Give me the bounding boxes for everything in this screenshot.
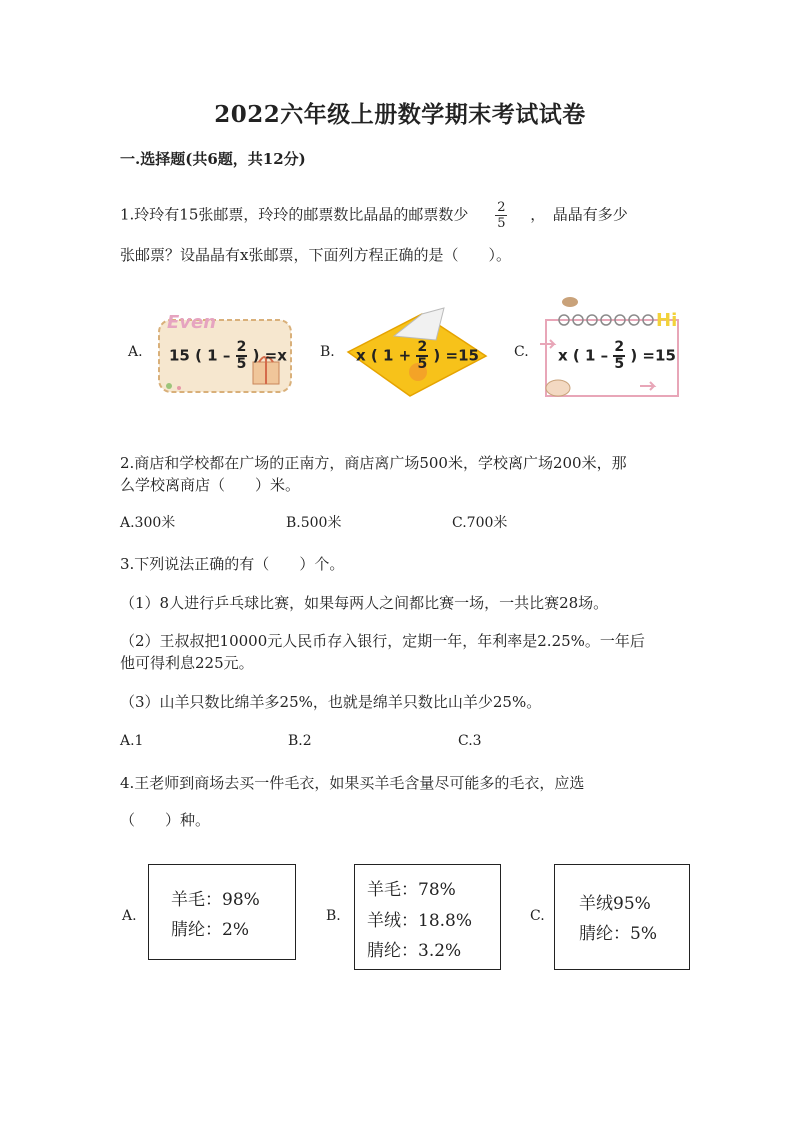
option-a-equation <box>169 340 287 372</box>
question-3-statement-1: （1）8人进行乒乓球比赛，如果每两人之间都比赛一场，一共比赛28场。 <box>120 594 609 612</box>
question-1-text-after: ， 晶晶有多少 <box>530 205 628 224</box>
question-1-line-1 <box>120 200 628 231</box>
option-b-label: B. <box>326 908 341 924</box>
question-2-option-c[interactable]: C.700米 <box>452 515 508 531</box>
content-line: 羊毛：78% <box>367 880 456 900</box>
page-title: 2022六年级上册数学期末考试试卷 <box>214 101 586 128</box>
equation-right: ) =15 <box>630 346 676 365</box>
question-2-option-b[interactable]: B.500米 <box>286 515 342 531</box>
question-3-option-c[interactable]: C.3 <box>458 733 482 749</box>
fraction-numerator: 2 <box>417 339 428 355</box>
question-2-line-2: 么学校离商店（ ）米。 <box>120 476 301 494</box>
question-4-line-1: 4.王老师到商场去买一件毛衣，如果买羊毛含量尽可能多的毛衣，应选 <box>120 774 585 792</box>
option-c-card[interactable] <box>536 294 688 406</box>
content-line: 羊毛：98% <box>171 890 260 910</box>
equation-right: ) =15 <box>433 346 479 365</box>
option-a-label: A. <box>128 344 143 360</box>
option-b-card[interactable] <box>340 300 490 400</box>
fraction-denominator: 5 <box>236 356 247 372</box>
equation-left: x ( 1 + <box>356 346 412 365</box>
option-b-equation <box>356 340 479 372</box>
question-2-option-a[interactable]: A.300米 <box>120 515 176 531</box>
question-3-statement-2-line-2: 他可得利息225元。 <box>120 654 254 672</box>
equation-right: ) =x <box>252 346 287 365</box>
fraction-denominator: 5 <box>614 356 625 372</box>
question-3-option-b[interactable]: B.2 <box>288 733 312 749</box>
decorative-word: Even <box>167 312 217 333</box>
content-line: 羊绒95% <box>579 894 651 914</box>
equation-fraction <box>236 340 248 372</box>
option-a-card[interactable] <box>155 310 295 396</box>
question-3-stem: 3.下列说法正确的有（ ）个。 <box>120 555 345 573</box>
equation-left: x ( 1 – <box>558 346 609 365</box>
question-1-line-2: 张邮票？设晶晶有x张邮票，下面列方程正确的是（ ）。 <box>120 246 511 264</box>
question-3-statement-3: （3）山羊只数比绵羊多25%，也就是绵羊只数比山羊少25%。 <box>120 693 542 711</box>
option-c-equation <box>558 340 676 372</box>
question-3-option-a[interactable]: A.1 <box>120 733 144 749</box>
option-a-label: A. <box>122 908 137 924</box>
equation-left: 15 ( 1 – <box>169 346 231 365</box>
option-c-label: C. <box>530 908 545 924</box>
question-1-text-before: 1.玲玲有15张邮票，玲玲的邮票数比晶晶的邮票数少 <box>120 205 469 224</box>
fraction-denominator: 5 <box>417 356 428 372</box>
option-b-label-card[interactable] <box>354 864 501 970</box>
content-line: 腈纶：2% <box>171 920 249 940</box>
option-c-label: C. <box>514 344 529 360</box>
fraction-denominator: 5 <box>497 216 506 231</box>
equation-fraction <box>416 340 428 372</box>
question-4-line-2: （ ）种。 <box>120 811 211 829</box>
fraction-numerator: 2 <box>497 200 506 215</box>
option-c-label-card[interactable] <box>554 864 690 970</box>
content-line: 羊绒：18.8% <box>367 911 473 931</box>
content-line: 腈纶：3.2% <box>367 941 462 961</box>
question-1-fraction <box>495 200 507 231</box>
question-3-statement-2-line-1: （2）王叔叔把10000元人民币存入银行，定期一年，年利率是2.25%。一年后 <box>120 632 645 650</box>
section-heading: 一.选择题(共6题，共12分) <box>120 150 306 168</box>
question-2-line-1: 2.商店和学校都在广场的正南方，商店离广场500米，学校离广场200米，那 <box>120 454 627 472</box>
fraction-numerator: 2 <box>614 339 625 355</box>
equation-fraction <box>613 340 625 372</box>
content-line: 腈纶：5% <box>579 924 657 944</box>
fraction-numerator: 2 <box>236 339 247 355</box>
option-b-label: B. <box>320 344 335 360</box>
option-a-label-card[interactable] <box>148 864 296 960</box>
decorative-word: Hi <box>656 310 678 331</box>
